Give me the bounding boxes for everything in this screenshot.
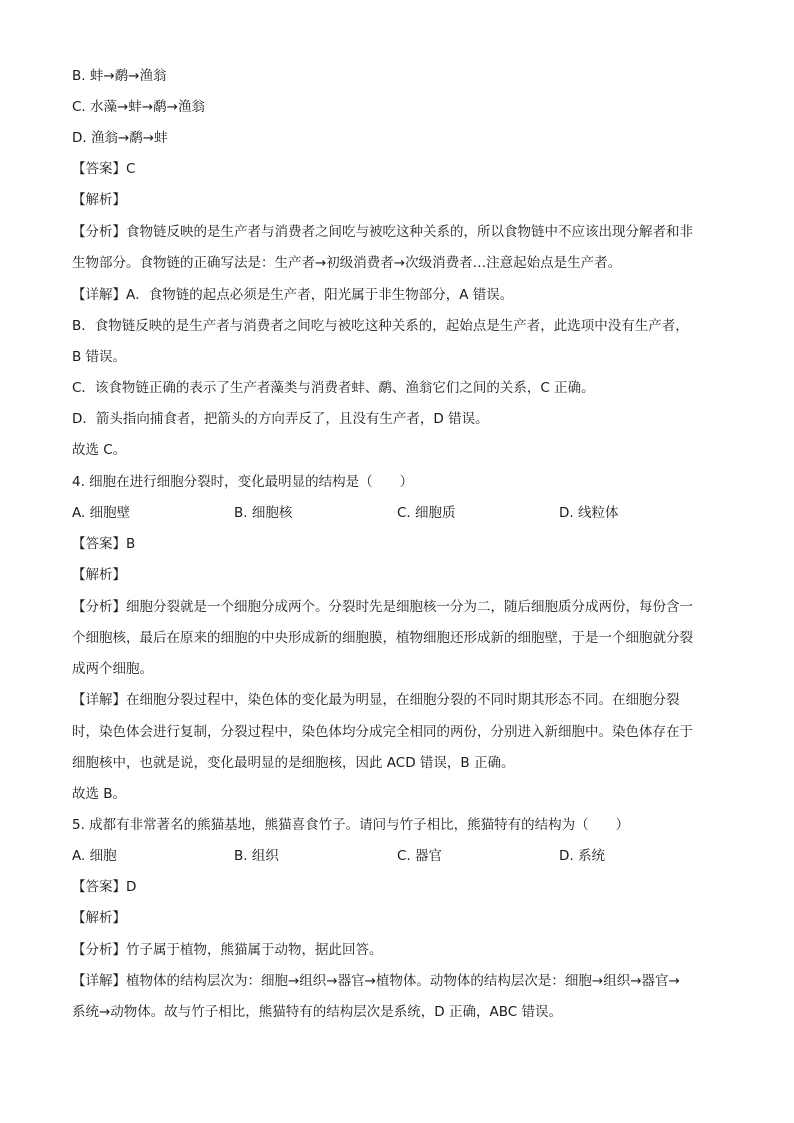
- q5-xiangjie-line-1: 【详解】植物体的结构层次为：细胞→组织→器官→植物体。动物体的结构层次是：细胞→组织→器官→: [72, 973, 680, 989]
- q3-analysis-heading: 【解析】: [72, 192, 126, 208]
- q5-answer: 【答案】D: [72, 879, 137, 895]
- q5-option-b: B. 组织: [234, 848, 279, 864]
- q5-options: [72, 846, 724, 866]
- q4-option-b: B. 细胞核: [234, 505, 293, 521]
- q3-answer: 【答案】C: [72, 161, 136, 177]
- q5-option-d: D. 系统: [559, 848, 605, 864]
- q3-fenxi-line-2: 生物部分。食物链的正确写法是：生产者→初级消费者→次级消费者…注意起始点是生产者。: [72, 255, 622, 271]
- q3-conclusion: 故选 C。: [72, 442, 127, 458]
- q4-fenxi-line-1: 【分析】细胞分裂就是一个细胞分成两个。分裂时先是细胞核一分为二，随后细胞质分成两份，每份含一: [72, 599, 693, 615]
- q3-option-d: D. 渔翁→鹬→蚌: [72, 130, 168, 146]
- q4-option-a: A. 细胞壁: [72, 505, 131, 521]
- q3-xiangjie-line-4: C．该食物链正确的表示了生产者藻类与消费者蚌、鹬、渔翁它们之间的关系，C 正确。: [72, 380, 595, 396]
- q4-stem: 4. 细胞在进行细胞分裂时，变化最明显的结构是（ ）: [72, 474, 414, 490]
- q4-fenxi-line-3: 成两个细胞。: [72, 661, 153, 677]
- q3-xiangjie-line-3: B 错误。: [72, 349, 127, 365]
- q3-xiangjie-line-5: D．箭头指向捕食者，把箭头的方向弄反了，且没有生产者，D 错误。: [72, 411, 489, 427]
- q4-xiangjie-line-2: 时，染色体会进行复制，分裂过程中，染色体均分成完全相同的两份，分别进入新细胞中。染色体存在于: [72, 724, 693, 740]
- q5-option-c: C. 器官: [397, 848, 443, 864]
- q3-xiangjie-line-1: 【详解】A．食物链的起点必须是生产者，阳光属于非生物部分，A 错误。: [72, 287, 514, 303]
- q5-fenxi-line-1: 【分析】竹子属于植物，熊猫属于动物，据此回答。: [72, 942, 383, 958]
- q4-xiangjie-line-1: 【详解】在细胞分裂过程中，染色体的变化最为明显，在细胞分裂的不同时期其形态不同。在细胞分裂: [72, 692, 680, 708]
- q5-option-a: A. 细胞: [72, 848, 117, 864]
- q4-option-d: D. 线粒体: [559, 505, 619, 521]
- q4-answer: 【答案】B: [72, 536, 136, 552]
- q3-fenxi-line-1: 【分析】食物链反映的是生产者与消费者之间吃与被吃这种关系的，所以食物链中不应该出现分解者和非: [72, 224, 693, 240]
- q5-xiangjie-line-2: 系统→动物体。故与竹子相比，熊猫特有的结构层次是系统，D 正确，ABC 错误。: [72, 1004, 562, 1020]
- q3-xiangjie-line-2: B．食物链反映的是生产者与消费者之间吃与被吃这种关系的，起始点是生产者，此选项中没有生产者，: [72, 318, 689, 334]
- q4-option-c: C. 细胞质: [397, 505, 456, 521]
- q4-fenxi-line-2: 个细胞核，最后在原来的细胞的中央形成新的细胞膜，植物细胞还形成新的细胞壁，于是一个细胞就分裂: [72, 630, 693, 646]
- q4-xiangjie-line-3: 细胞核中，也就是说，变化最明显的是细胞核，因此 ACD 错误，B 正确。: [72, 755, 515, 771]
- q3-option-b: B. 蚌→鹬→渔翁: [72, 68, 167, 84]
- q3-option-c: C. 水藻→蚌→鹬→渔翁: [72, 99, 205, 115]
- q4-conclusion: 故选 B。: [72, 786, 127, 802]
- q4-analysis-heading: 【解析】: [72, 567, 126, 583]
- q5-stem: 5. 成都有非常著名的熊猫基地，熊猫喜食竹子。请问与竹子相比，熊猫特有的结构为（ ）: [72, 817, 630, 833]
- q4-options: [72, 503, 724, 523]
- q5-analysis-heading: 【解析】: [72, 910, 126, 926]
